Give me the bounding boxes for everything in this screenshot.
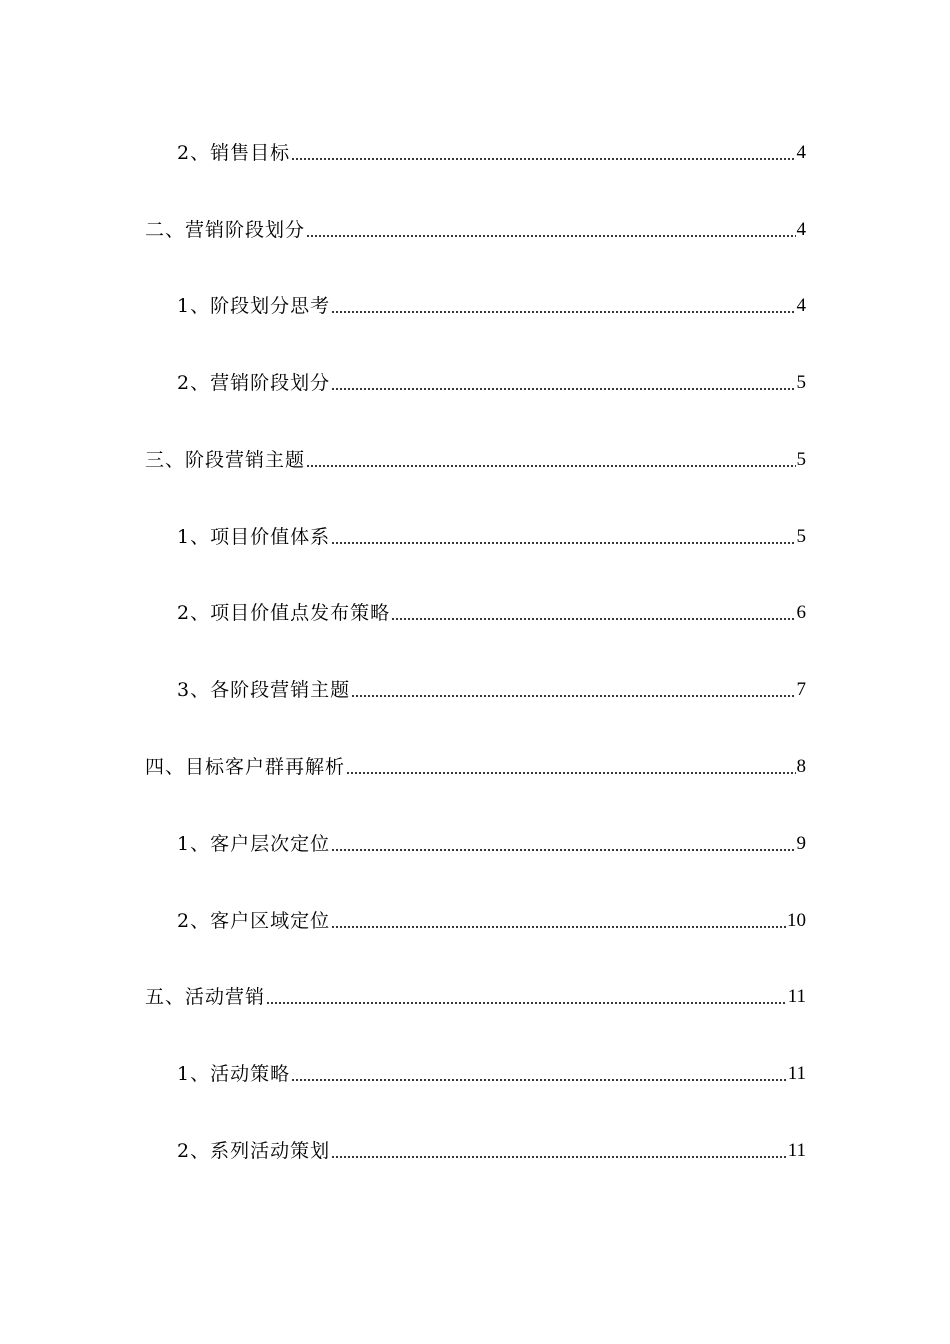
toc-dot-leader — [291, 158, 795, 160]
toc-page-number: 8 — [796, 756, 806, 777]
toc-entry-label: 2、系列活动策划 — [177, 1140, 331, 1162]
toc-page-number: 5 — [796, 526, 806, 547]
toc-page-number: 11 — [787, 986, 806, 1007]
toc-entry-label: 1、阶段划分思考 — [177, 295, 331, 317]
toc-dot-leader — [306, 235, 795, 237]
toc-dot-leader — [351, 695, 795, 697]
toc-entry[interactable] — [145, 984, 806, 1010]
toc-entry[interactable] — [177, 831, 806, 857]
toc-entry[interactable] — [177, 524, 806, 550]
toc-page-number: 11 — [787, 1063, 806, 1084]
toc-page-number: 11 — [787, 1140, 806, 1161]
toc-dot-leader — [331, 849, 795, 851]
toc-entry-label: 三、阶段营销主题 — [145, 449, 306, 471]
toc-entry-label: 2、项目价值点发布策略 — [177, 602, 391, 624]
toc-page-number: 6 — [796, 602, 806, 623]
toc-entry[interactable] — [177, 140, 806, 166]
toc-page-number: 4 — [796, 295, 806, 316]
toc-dot-leader — [306, 465, 795, 467]
toc-entry[interactable] — [177, 1138, 806, 1164]
toc-entry-label: 1、项目价值体系 — [177, 526, 331, 548]
toc-page-number: 5 — [796, 372, 806, 393]
toc-entry-label: 2、客户区域定位 — [177, 910, 331, 932]
toc-dot-leader — [331, 311, 795, 313]
toc-dot-leader — [346, 772, 795, 774]
toc-entry-label: 3、各阶段营销主题 — [177, 679, 351, 701]
toc-dot-leader — [291, 1079, 787, 1081]
toc-entry[interactable] — [177, 1061, 806, 1087]
toc-dot-leader — [331, 542, 795, 544]
toc-entry[interactable] — [145, 754, 806, 780]
toc-dot-leader — [391, 618, 795, 620]
toc-entry-label: 1、客户层次定位 — [177, 833, 331, 855]
toc-dot-leader — [331, 1156, 787, 1158]
toc-entry-label: 四、目标客户群再解析 — [145, 756, 346, 778]
toc-page-number: 4 — [796, 219, 806, 240]
toc-page-number: 10 — [787, 910, 806, 931]
toc-dot-leader — [266, 1002, 787, 1004]
toc-dot-leader — [331, 388, 795, 390]
toc-page-number: 4 — [796, 142, 806, 163]
toc-entry[interactable] — [177, 600, 806, 626]
toc-entry[interactable] — [177, 293, 806, 319]
toc-entry-label: 2、销售目标 — [177, 142, 291, 164]
toc-entry[interactable] — [145, 217, 806, 243]
toc-dot-leader — [331, 926, 786, 928]
toc-page-number: 7 — [796, 679, 806, 700]
toc-entry-label: 五、活动营销 — [145, 986, 266, 1008]
toc-entry-label: 1、活动策略 — [177, 1063, 291, 1085]
toc-entry[interactable] — [177, 677, 806, 703]
toc-page-number: 9 — [796, 833, 806, 854]
toc-entry[interactable] — [177, 370, 806, 396]
toc-entry[interactable] — [177, 908, 806, 934]
toc-entry-label: 2、营销阶段划分 — [177, 372, 331, 394]
toc-page-number: 5 — [796, 449, 806, 470]
toc-entry-label: 二、营销阶段划分 — [145, 219, 306, 241]
toc-entry[interactable] — [145, 447, 806, 473]
